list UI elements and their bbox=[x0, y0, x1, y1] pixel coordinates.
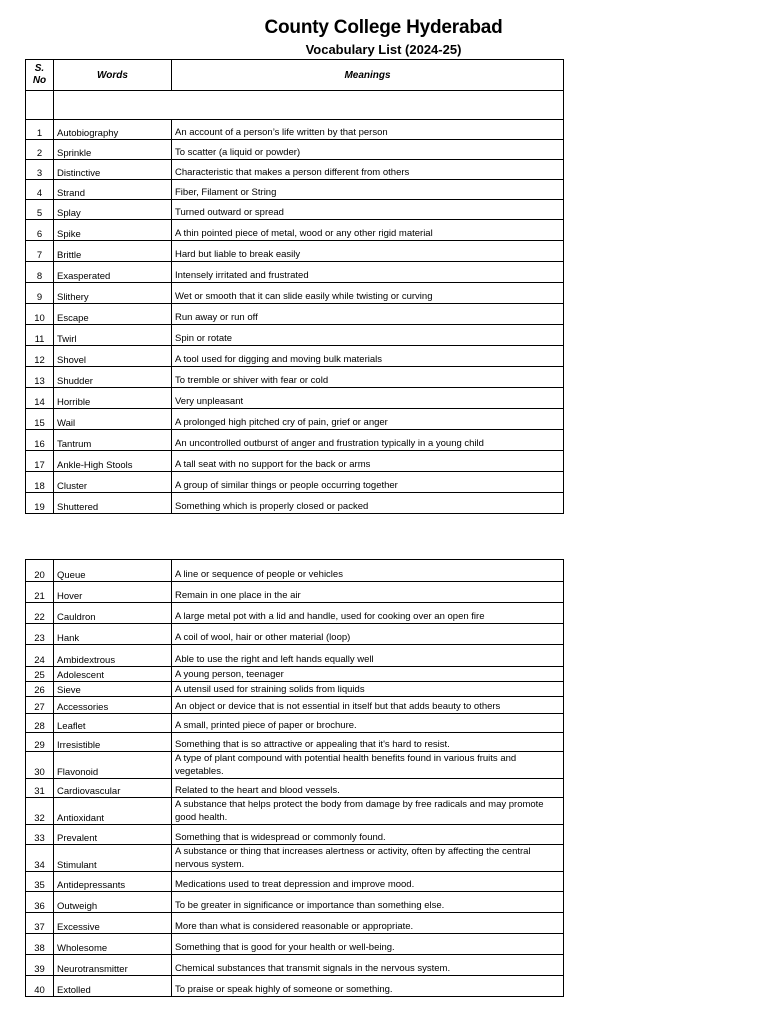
meaning-text: Something that is so attractive or appealing that it's hard to resist. bbox=[175, 739, 450, 750]
meaning-text: Able to use the right and left hands equally well bbox=[175, 654, 374, 665]
table-row bbox=[26, 262, 564, 283]
meaning-text: Chemical substances that transmit signals in the nervous system. bbox=[175, 963, 451, 974]
meaning-cell bbox=[172, 325, 564, 346]
word-cell: Leaflet bbox=[54, 714, 172, 733]
serial-number-cell: 16 bbox=[26, 430, 54, 451]
table-row bbox=[26, 667, 564, 682]
word-cell: Ankle-High Stools bbox=[54, 451, 172, 472]
meaning-text: An account of a person’s life written by that person bbox=[175, 127, 388, 138]
meaning-cell bbox=[172, 451, 564, 472]
spacer-cell-wide bbox=[54, 91, 564, 120]
word-cell: Antidepressants bbox=[54, 872, 172, 892]
table-row bbox=[26, 180, 564, 200]
table-row bbox=[26, 140, 564, 160]
word-cell: Tantrum bbox=[54, 430, 172, 451]
meaning-text: A small, printed piece of paper or brochure. bbox=[175, 720, 357, 731]
word-cell: Excessive bbox=[54, 913, 172, 934]
meaning-text: A tall seat with no support for the back or arms bbox=[175, 459, 371, 470]
serial-number-cell: 7 bbox=[26, 241, 54, 262]
table-row bbox=[26, 934, 564, 955]
meaning-cell bbox=[172, 845, 564, 872]
meaning-text: To scatter (a liquid or powder) bbox=[175, 147, 301, 158]
serial-number-cell: 3 bbox=[26, 160, 54, 180]
table-row bbox=[26, 451, 564, 472]
meaning-cell bbox=[172, 682, 564, 697]
serial-number-cell: 30 bbox=[26, 752, 54, 779]
meaning-text: Very unpleasant bbox=[175, 396, 244, 407]
serial-number-cell: 31 bbox=[26, 779, 54, 798]
meaning-cell bbox=[172, 798, 564, 825]
table-row bbox=[26, 430, 564, 451]
serial-number-cell: 38 bbox=[26, 934, 54, 955]
meaning-cell bbox=[172, 560, 564, 582]
word-cell: Brittle bbox=[54, 241, 172, 262]
meaning-cell bbox=[172, 779, 564, 798]
serial-number-cell: 33 bbox=[26, 825, 54, 845]
serial-number-cell: 25 bbox=[26, 667, 54, 682]
table-body-part-1 bbox=[26, 91, 564, 514]
serial-number-cell: 29 bbox=[26, 733, 54, 752]
meaning-cell bbox=[172, 367, 564, 388]
word-cell: Adolescent bbox=[54, 667, 172, 682]
meaning-cell bbox=[172, 645, 564, 667]
table-row bbox=[26, 325, 564, 346]
meaning-cell bbox=[172, 220, 564, 241]
serial-number-cell: 23 bbox=[26, 624, 54, 645]
word-cell: Twirl bbox=[54, 325, 172, 346]
meaning-text: Turned outward or spread bbox=[175, 207, 284, 218]
serial-number-cell: 27 bbox=[26, 697, 54, 714]
table-row bbox=[26, 913, 564, 934]
meaning-text: Characteristic that makes a person different from others bbox=[175, 167, 410, 178]
word-cell: Splay bbox=[54, 200, 172, 220]
meaning-cell bbox=[172, 825, 564, 845]
meaning-text: To be greater in significance or importance than something else. bbox=[175, 900, 445, 911]
table-body-part-2 bbox=[26, 560, 564, 997]
serial-number-cell: 22 bbox=[26, 603, 54, 624]
spacer-cell bbox=[26, 91, 54, 120]
word-cell: Stimulant bbox=[54, 845, 172, 872]
serial-number-cell: 35 bbox=[26, 872, 54, 892]
word-cell: Autobiography bbox=[54, 120, 172, 140]
meaning-text: Something that is widespread or commonly found. bbox=[175, 832, 386, 843]
meaning-text: A type of plant compound with potential health benefits found in various fruits and vegetables. bbox=[175, 753, 517, 777]
table-row bbox=[26, 388, 564, 409]
word-cell: Outweigh bbox=[54, 892, 172, 913]
serial-number-cell: 19 bbox=[26, 493, 54, 514]
document-title: County College Hyderabad bbox=[264, 17, 503, 38]
meaning-text: A utensil used for straining solids from liquids bbox=[175, 684, 365, 695]
meaning-cell bbox=[172, 409, 564, 430]
meaning-cell bbox=[172, 120, 564, 140]
table-row bbox=[26, 367, 564, 388]
word-cell: Cluster bbox=[54, 472, 172, 493]
serial-number-cell: 34 bbox=[26, 845, 54, 872]
meaning-text: Something that is good for your health or well-being. bbox=[175, 942, 395, 953]
meaning-cell bbox=[172, 200, 564, 220]
meaning-cell bbox=[172, 346, 564, 367]
table-row bbox=[26, 697, 564, 714]
table-row bbox=[26, 798, 564, 825]
table-row bbox=[26, 241, 564, 262]
meaning-cell bbox=[172, 241, 564, 262]
meaning-text: Medications used to treat depression and improve mood. bbox=[175, 879, 415, 890]
meaning-cell bbox=[172, 388, 564, 409]
table-row bbox=[26, 645, 564, 667]
serial-number-cell: 28 bbox=[26, 714, 54, 733]
word-cell: Flavonoid bbox=[54, 752, 172, 779]
serial-number-cell: 2 bbox=[26, 140, 54, 160]
meaning-text: A line or sequence of people or vehicles bbox=[175, 569, 343, 580]
serial-number-cell: 10 bbox=[26, 304, 54, 325]
meaning-text: Remain in one place in the air bbox=[175, 590, 301, 601]
serial-number-cell: 12 bbox=[26, 346, 54, 367]
serial-number-cell: 11 bbox=[26, 325, 54, 346]
meaning-cell bbox=[172, 697, 564, 714]
meaning-text: A coil of wool, hair or other material (loop) bbox=[175, 632, 351, 643]
serial-number-cell: 14 bbox=[26, 388, 54, 409]
meaning-text: To praise or speak highly of someone or something. bbox=[175, 984, 393, 995]
column-header-meanings: Meanings bbox=[172, 60, 564, 91]
vocabulary-table-part-2 bbox=[25, 559, 564, 997]
empty-spacer-row bbox=[26, 91, 564, 120]
table-row bbox=[26, 976, 564, 997]
table-header-row bbox=[26, 60, 564, 91]
meaning-cell bbox=[172, 283, 564, 304]
meaning-text: An uncontrolled outburst of anger and frustration typically in a young child bbox=[175, 438, 484, 449]
serial-number-cell: 18 bbox=[26, 472, 54, 493]
meaning-cell bbox=[172, 955, 564, 976]
table-row bbox=[26, 603, 564, 624]
meaning-text: A tool used for digging and moving bulk materials bbox=[175, 354, 383, 365]
table-row bbox=[26, 624, 564, 645]
table-row bbox=[26, 825, 564, 845]
meaning-text: More than what is considered reasonable or appropriate. bbox=[175, 921, 414, 932]
serial-number-cell: 36 bbox=[26, 892, 54, 913]
column-header-serial-number: S. No bbox=[26, 60, 54, 91]
serial-number-cell: 13 bbox=[26, 367, 54, 388]
meaning-cell bbox=[172, 752, 564, 779]
word-cell: Ambidextrous bbox=[54, 645, 172, 667]
word-cell: Strand bbox=[54, 180, 172, 200]
meaning-text: Hard but liable to break easily bbox=[175, 249, 301, 260]
table-row bbox=[26, 892, 564, 913]
meaning-text: To tremble or shiver with fear or cold bbox=[175, 375, 329, 386]
meaning-cell bbox=[172, 493, 564, 514]
table-row bbox=[26, 872, 564, 892]
word-cell: Sprinkle bbox=[54, 140, 172, 160]
meaning-cell bbox=[172, 304, 564, 325]
meaning-text: Spin or rotate bbox=[175, 333, 233, 344]
serial-number-cell: 15 bbox=[26, 409, 54, 430]
meaning-text: A large metal pot with a lid and handle, used for cooking over an open fire bbox=[175, 611, 485, 622]
table-row bbox=[26, 845, 564, 872]
word-cell: Wail bbox=[54, 409, 172, 430]
serial-number-cell: 32 bbox=[26, 798, 54, 825]
word-cell: Escape bbox=[54, 304, 172, 325]
meaning-cell bbox=[172, 872, 564, 892]
meaning-cell bbox=[172, 733, 564, 752]
meaning-cell bbox=[172, 934, 564, 955]
table-row bbox=[26, 220, 564, 241]
serial-number-cell: 39 bbox=[26, 955, 54, 976]
word-cell: Spike bbox=[54, 220, 172, 241]
word-cell: Exasperated bbox=[54, 262, 172, 283]
meaning-text: Intensely irritated and frustrated bbox=[175, 270, 309, 281]
meaning-cell bbox=[172, 160, 564, 180]
serial-number-cell: 40 bbox=[26, 976, 54, 997]
word-cell: Sieve bbox=[54, 682, 172, 697]
meaning-cell bbox=[172, 582, 564, 603]
word-cell: Hank bbox=[54, 624, 172, 645]
word-cell: Accessories bbox=[54, 697, 172, 714]
meaning-text: A thin pointed piece of metal, wood or any other rigid material bbox=[175, 228, 433, 239]
meaning-text: Something which is properly closed or packed bbox=[175, 501, 369, 512]
word-cell: Cauldron bbox=[54, 603, 172, 624]
serial-number-cell: 21 bbox=[26, 582, 54, 603]
table-row bbox=[26, 682, 564, 697]
table-row bbox=[26, 582, 564, 603]
serial-number-cell: 26 bbox=[26, 682, 54, 697]
column-header-words: Words bbox=[54, 60, 172, 91]
meaning-text: A substance or thing that increases alertness or activity, often by affecting the central nervous system. bbox=[175, 846, 531, 870]
serial-number-cell: 6 bbox=[26, 220, 54, 241]
meaning-text: A group of similar things or people occurring together bbox=[175, 480, 398, 491]
table-row bbox=[26, 120, 564, 140]
meaning-text: An object or device that is not essential in itself but that adds beauty to others bbox=[175, 701, 501, 712]
table-row bbox=[26, 779, 564, 798]
meaning-text: Fiber, Filament or String bbox=[175, 187, 277, 198]
table-row bbox=[26, 752, 564, 779]
word-cell: Neurotransmitter bbox=[54, 955, 172, 976]
meaning-cell bbox=[172, 913, 564, 934]
meaning-text: A young person, teenager bbox=[175, 669, 284, 680]
meaning-cell bbox=[172, 603, 564, 624]
table-row bbox=[26, 560, 564, 582]
meaning-text: Wet or smooth that it can slide easily while twisting or curving bbox=[175, 291, 433, 302]
word-cell: Queue bbox=[54, 560, 172, 582]
meaning-cell bbox=[172, 667, 564, 682]
word-cell: Prevalent bbox=[54, 825, 172, 845]
word-cell: Shudder bbox=[54, 367, 172, 388]
word-cell: Extolled bbox=[54, 976, 172, 997]
meaning-cell bbox=[172, 262, 564, 283]
meaning-text: Related to the heart and blood vessels. bbox=[175, 785, 340, 796]
serial-number-cell: 4 bbox=[26, 180, 54, 200]
meaning-cell bbox=[172, 430, 564, 451]
table-row bbox=[26, 283, 564, 304]
meaning-cell bbox=[172, 892, 564, 913]
word-cell: Antioxidant bbox=[54, 798, 172, 825]
table-row bbox=[26, 346, 564, 367]
word-cell: Irresistible bbox=[54, 733, 172, 752]
word-cell: Shuttered bbox=[54, 493, 172, 514]
meaning-cell bbox=[172, 976, 564, 997]
serial-number-cell: 17 bbox=[26, 451, 54, 472]
table-row bbox=[26, 409, 564, 430]
table-row bbox=[26, 160, 564, 180]
word-cell: Cardiovascular bbox=[54, 779, 172, 798]
serial-number-cell: 1 bbox=[26, 120, 54, 140]
table-row bbox=[26, 733, 564, 752]
meaning-cell bbox=[172, 714, 564, 733]
meaning-cell bbox=[172, 624, 564, 645]
table-row bbox=[26, 955, 564, 976]
meaning-cell bbox=[172, 180, 564, 200]
table-row bbox=[26, 304, 564, 325]
word-cell: Distinctive bbox=[54, 160, 172, 180]
meaning-text: A prolonged high pitched cry of pain, grief or anger bbox=[175, 417, 388, 428]
word-cell: Hover bbox=[54, 582, 172, 603]
meaning-cell bbox=[172, 472, 564, 493]
serial-number-cell: 24 bbox=[26, 645, 54, 667]
serial-number-cell: 20 bbox=[26, 560, 54, 582]
table-row bbox=[26, 472, 564, 493]
serial-number-cell: 9 bbox=[26, 283, 54, 304]
meaning-text: A substance that helps protect the body from damage by free radicals and may promote good health. bbox=[175, 799, 544, 823]
table-row bbox=[26, 200, 564, 220]
table-row bbox=[26, 493, 564, 514]
meaning-text: Run away or run off bbox=[175, 312, 258, 323]
serial-number-cell: 8 bbox=[26, 262, 54, 283]
vocabulary-table-part-1 bbox=[25, 59, 564, 514]
meaning-cell bbox=[172, 140, 564, 160]
word-cell: Shovel bbox=[54, 346, 172, 367]
serial-number-cell: 5 bbox=[26, 200, 54, 220]
word-cell: Slithery bbox=[54, 283, 172, 304]
serial-number-cell: 37 bbox=[26, 913, 54, 934]
document-subtitle: Vocabulary List (2024-25) bbox=[305, 42, 462, 57]
word-cell: Wholesome bbox=[54, 934, 172, 955]
word-cell: Horrible bbox=[54, 388, 172, 409]
table-row bbox=[26, 714, 564, 733]
